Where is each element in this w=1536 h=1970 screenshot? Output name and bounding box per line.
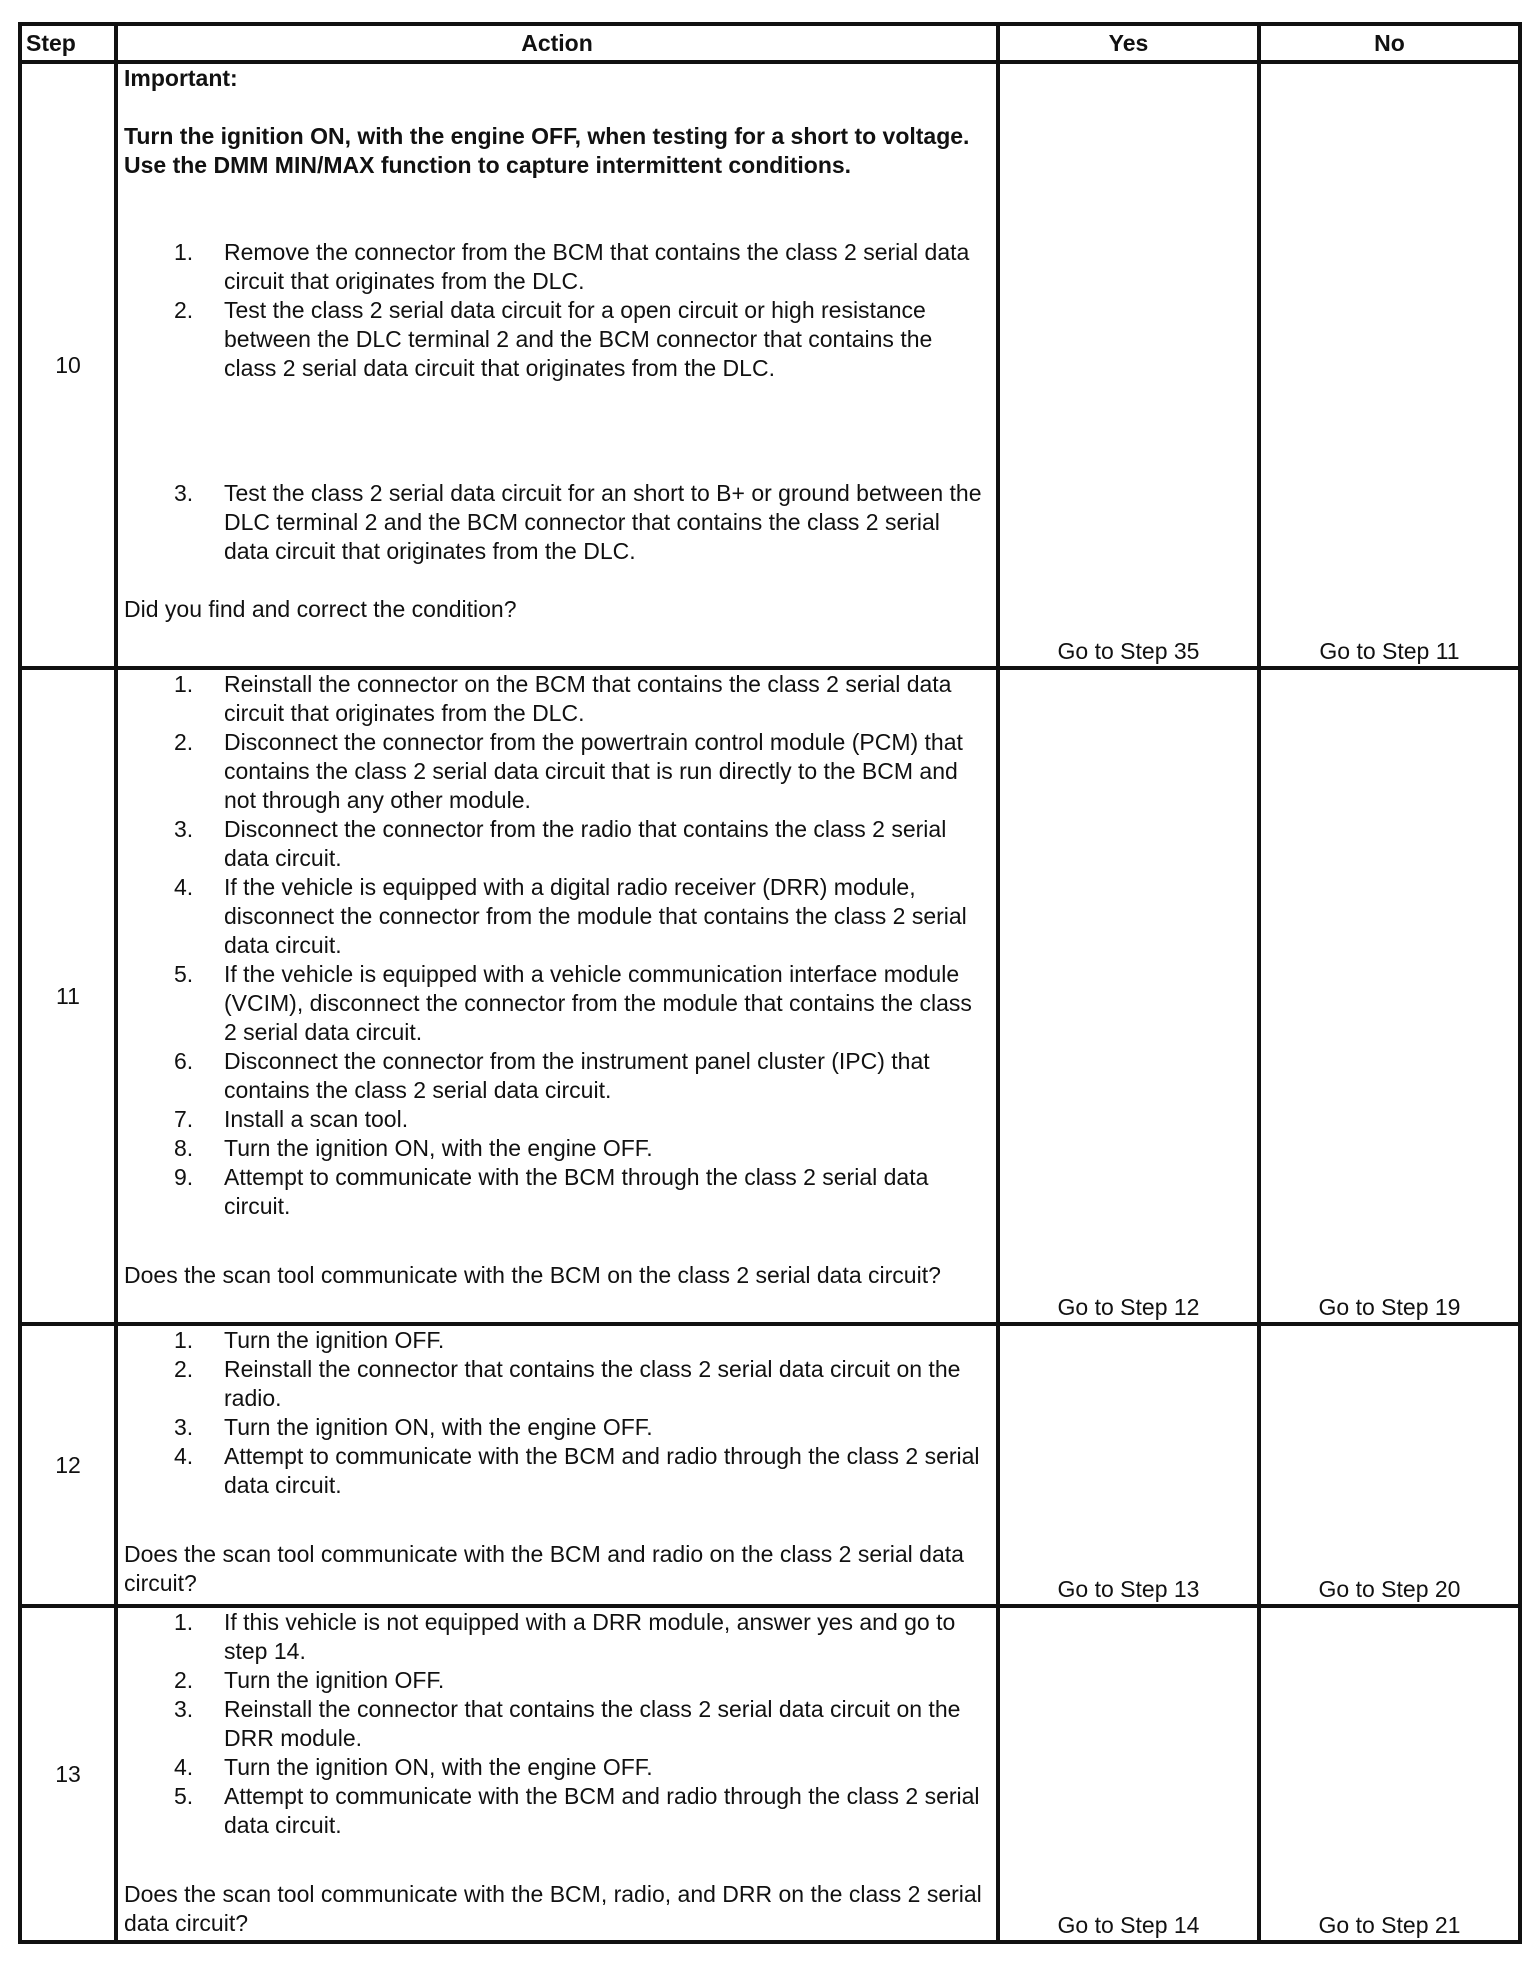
substep-list (124, 670, 990, 1221)
list-item: 7. Install a scan tool. (174, 1106, 409, 1132)
list-item: 3. Reinstall the connector that contains the class 2 serial data circuit on the DRR module. (174, 1696, 961, 1751)
list-item: 4. Turn the ignition ON, with the engine OFF. (174, 1754, 653, 1780)
list-item: 3. Turn the ignition ON, with the engine OFF. (174, 1414, 653, 1440)
list-item: 4. Attempt to communicate with the BCM and radio through the class 2 serial data circuit. (174, 1443, 980, 1498)
step-question: Does the scan tool communicate with the BCM and radio on the class 2 serial data circuit? (124, 1541, 964, 1596)
step-row-10 (20, 62, 1520, 668)
step-action (116, 1606, 998, 1942)
header-row (20, 24, 1520, 62)
list-item: 2. Test the class 2 serial data circuit for a open circuit or high resistance between the DLC terminal 2 and the BCM connector that contains the class 2 serial data circuit that originates from the DLC. (174, 297, 933, 381)
step-number: 12 (20, 1324, 116, 1606)
step-action (116, 668, 998, 1324)
substep-list (124, 1608, 990, 1840)
no-link[interactable]: Go to Step 21 (1259, 1606, 1520, 1942)
substep-list (124, 238, 990, 383)
header-action: Action (116, 24, 998, 62)
step-row-11 (20, 668, 1520, 1324)
list-item: 9. Attempt to communicate with the BCM through the class 2 serial data circuit. (174, 1164, 929, 1219)
list-item: 3. Disconnect the connector from the radio that contains the class 2 serial data circuit. (174, 816, 947, 871)
list-item: 1. Reinstall the connector on the BCM that contains the class 2 serial data circuit that originates from the DLC. (174, 671, 952, 726)
list-item: 4. If the vehicle is equipped with a digital radio receiver (DRR) module, disconnect the connector from the module that contains the class 2 serial data circuit. (174, 874, 967, 958)
list-item: 6. Disconnect the connector from the instrument panel cluster (IPC) that contains the class 2 serial data circuit. (174, 1048, 930, 1103)
list-item: 3. Test the class 2 serial data circuit for an short to B+ or ground between the DLC terminal 2 and the BCM connector that contains the class 2 serial data circuit that originates from the DLC. (174, 480, 982, 564)
step-action (116, 62, 998, 668)
diagnostic-table (18, 22, 1522, 1944)
substep-list (124, 1326, 990, 1500)
substep-list (124, 479, 990, 566)
list-item: 2. Reinstall the connector that contains the class 2 serial data circuit on the radio. (174, 1356, 961, 1411)
step-number: 13 (20, 1606, 116, 1942)
step-row-12 (20, 1324, 1520, 1606)
yes-link[interactable]: Go to Step 12 (998, 668, 1259, 1324)
step-question: Does the scan tool communicate with the BCM on the class 2 serial data circuit? (124, 1262, 941, 1288)
important-text: Turn the ignition ON, with the engine OFF, when testing for a short to voltage. Use the DMM MIN/MAX function to capture intermittent conditions. (124, 123, 970, 178)
list-item: 1. Turn the ignition OFF. (174, 1327, 445, 1353)
list-item: 2. Disconnect the connector from the powertrain control module (PCM) that contains the class 2 serial data circuit that is run directly to the BCM and not through any other module. (174, 729, 963, 813)
yes-link[interactable]: Go to Step 14 (998, 1606, 1259, 1942)
list-item: 8. Turn the ignition ON, with the engine OFF. (174, 1135, 653, 1161)
step-question: Does the scan tool communicate with the BCM, radio, and DRR on the class 2 serial data circuit? (124, 1881, 982, 1936)
list-item: 5. Attempt to communicate with the BCM and radio through the class 2 serial data circuit. (174, 1783, 980, 1838)
header-no: No (1259, 24, 1520, 62)
list-item: 5. If the vehicle is equipped with a vehicle communication interface module (VCIM), disconnect the connector from the module that contains the class 2 serial data circuit. (174, 961, 972, 1045)
no-link[interactable]: Go to Step 19 (1259, 668, 1520, 1324)
header-step: Step (20, 24, 116, 62)
important-label: Important: (124, 65, 238, 91)
step-number: 10 (20, 62, 116, 668)
yes-link[interactable]: Go to Step 35 (998, 62, 1259, 668)
step-number: 11 (20, 668, 116, 1324)
yes-link[interactable]: Go to Step 13 (998, 1324, 1259, 1606)
no-link[interactable]: Go to Step 11 (1259, 62, 1520, 668)
list-item: 2. Turn the ignition OFF. (174, 1667, 445, 1693)
header-yes: Yes (998, 24, 1259, 62)
step-row-13 (20, 1606, 1520, 1942)
step-question: Did you find and correct the condition? (124, 596, 517, 622)
no-link[interactable]: Go to Step 20 (1259, 1324, 1520, 1606)
list-item: 1. If this vehicle is not equipped with a DRR module, answer yes and go to step 14. (174, 1609, 956, 1664)
list-item: 1. Remove the connector from the BCM that contains the class 2 serial data circuit that originates from the DLC. (174, 239, 970, 294)
step-action (116, 1324, 998, 1606)
